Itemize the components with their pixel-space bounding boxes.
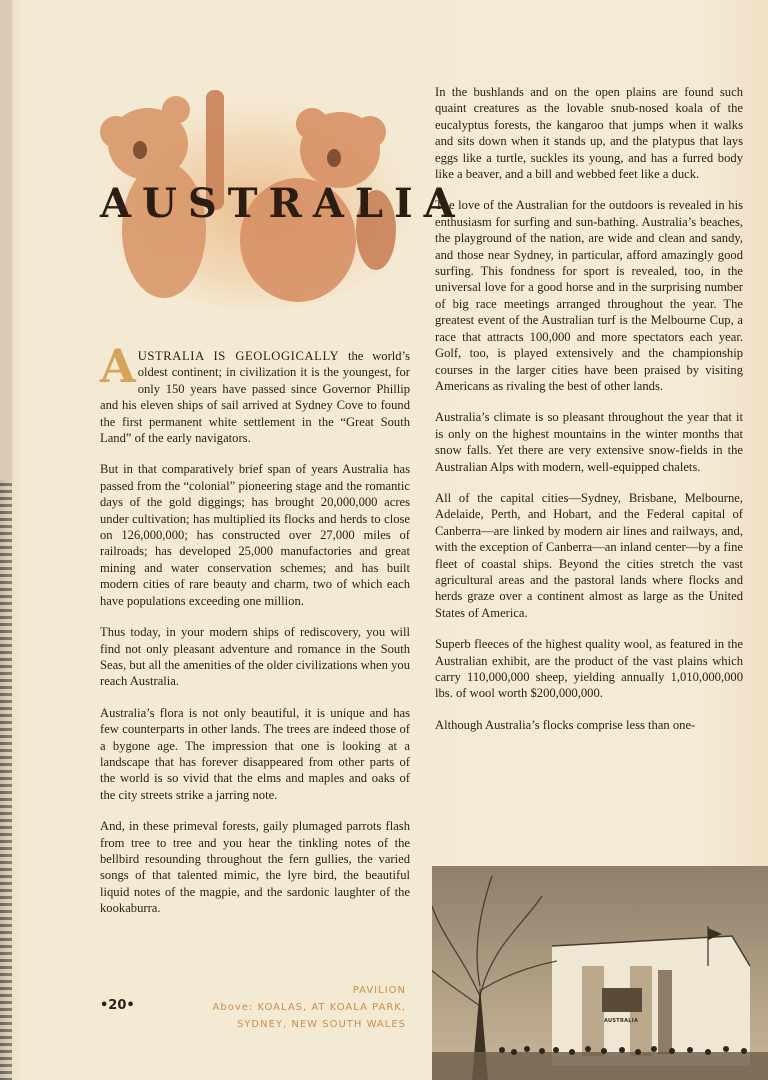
body-paragraph: Australia’s flora is not only beautiful, it is unique and has few counterparts in other lands. The trees are indeed those of a bygone age. The impression that one is looking at a landscape that has forever disappeared from other parts of the world is so vivid that the elms and maples and oaks of the city streets strike a jarring note.: [100, 705, 410, 802]
body-paragraph: Superb fleeces of the highest quality wool, as featured in the Australian exhibit, are the product of the vast plains which carry 110,000,000 sheep, yielding annually 1,010,000,000 lbs. of wool worth $200,000,000.: [435, 637, 743, 701]
body-paragraph: And, in these primeval forests, gaily plumaged parrots flash from tree to tree and you hear the tinkling notes of the bellbird resounding throughout the fern gullies, the varied songs of that talented mimic, the lyre bird, the beautiful liquid notes of the magpie, and the sardonic laughter of the kookaburra.: [100, 819, 410, 916]
pavilion-sketch: [432, 866, 768, 1080]
caption-line: SYDNEY, NEW SOUTH WALES: [236, 1019, 406, 1030]
body-paragraph: Although Australia’s flocks comprise less than one-: [435, 717, 696, 732]
pavilion-illustration: [432, 866, 768, 1080]
binding-edge-upper: [0, 0, 12, 480]
body-paragraph: But in that comparatively brief span of years Australia has passed from the “colonial” pioneering stage and the romantic days of the gold diggings; has brought 20,000,000 acres under cultivation; has multiplied its flocks and herds to close on 126,000,000; has constructed over 27,000 miles of railroads; has developed 25,000 manufactories and great mining and water conservation schemes; and has built modern cities of rare beauty and charm, two of which each have populations exceeding one million.: [100, 462, 410, 608]
body-paragraph: Thus today, in your modern ships of rediscovery, you will find not only pleasant adventure and romance in the South Seas, but all the amenities of the older civilizations when you reach Australia.: [100, 625, 410, 689]
body-paragraph: The love of the Australian for the outdoors is revealed in his enthusiasm for surfing and sun-bathing. Australia’s beaches, the playground of the nation, are wide and clean and sandy, and those near Sydney, in particular, afford amazingly good surfing. This fondness for sport is revealed, too, in the universal love for a good horse and in the surprising number of big race meetings arranged throughout the year. The greatest event of the Australian turf is the Melbourne Cup, a race that attracts 100,000 and more spectators each year. Golf, too, is played extensively and the championship courses in the larger cities have been praised by visiting Americans as rivaling the best of other lands.: [435, 198, 743, 393]
right-column: [435, 84, 743, 748]
page-number: •20•: [100, 998, 135, 1013]
pavilion-sign: AUSTRALIA: [604, 1018, 639, 1024]
caption-line: Above: KOALAS, AT KOALA PARK,: [212, 1002, 406, 1013]
intro-lead-caps: USTRALIA IS GEOLOGICALLY: [137, 349, 340, 363]
caption-line: PAVILION: [352, 985, 406, 996]
body-paragraph: All of the capital cities—Sydney, Brisbane, Melbourne, Adelaide, Perth, and Hobart, and the Federal capital of Canberra—are linked by modern air lines and railways, and, with the exception of Canberra—an inland center—by a fine fleet of coastal ships. Beyond the cities stretch the vast agricultural areas and the pastoral lands where flocks and herds graze over a continent almost as large as the United States of America.: [435, 490, 743, 620]
left-column: [100, 339, 410, 932]
body-paragraph: Australia’s climate is so pleasant throughout the year that it is only on the highest mountains in the winter months that snow falls. Yet there are very extensive snow-fields in the Australian Alps with modern, well-equipped chalets.: [435, 410, 743, 474]
body-paragraph: In the bushlands and on the open plains are found such quaint creatures as the lovable snub-nosed koala of the eucalyptus forests, the kangaroo that jumps when it walks and sits down when it stands up, and the platypus that lays eggs like a turtle, suckles its young, and has a furred body like a beaver, and a bill and webbed feet like a duck.: [435, 85, 743, 182]
photo-caption: [176, 982, 406, 1033]
intro-text: the world’s oldest continent; in civilization it is the youngest, for only 150 years have passed since Governor Phillip and his eleven ships of sail arrived at Sydney Cove to found the first permanent white settlement in the “Great South Land” of the early navigators.: [100, 349, 410, 446]
intro-paragraph: [100, 339, 410, 446]
page-title: AUSTRALIA: [100, 180, 466, 227]
drop-cap: A: [100, 339, 136, 393]
